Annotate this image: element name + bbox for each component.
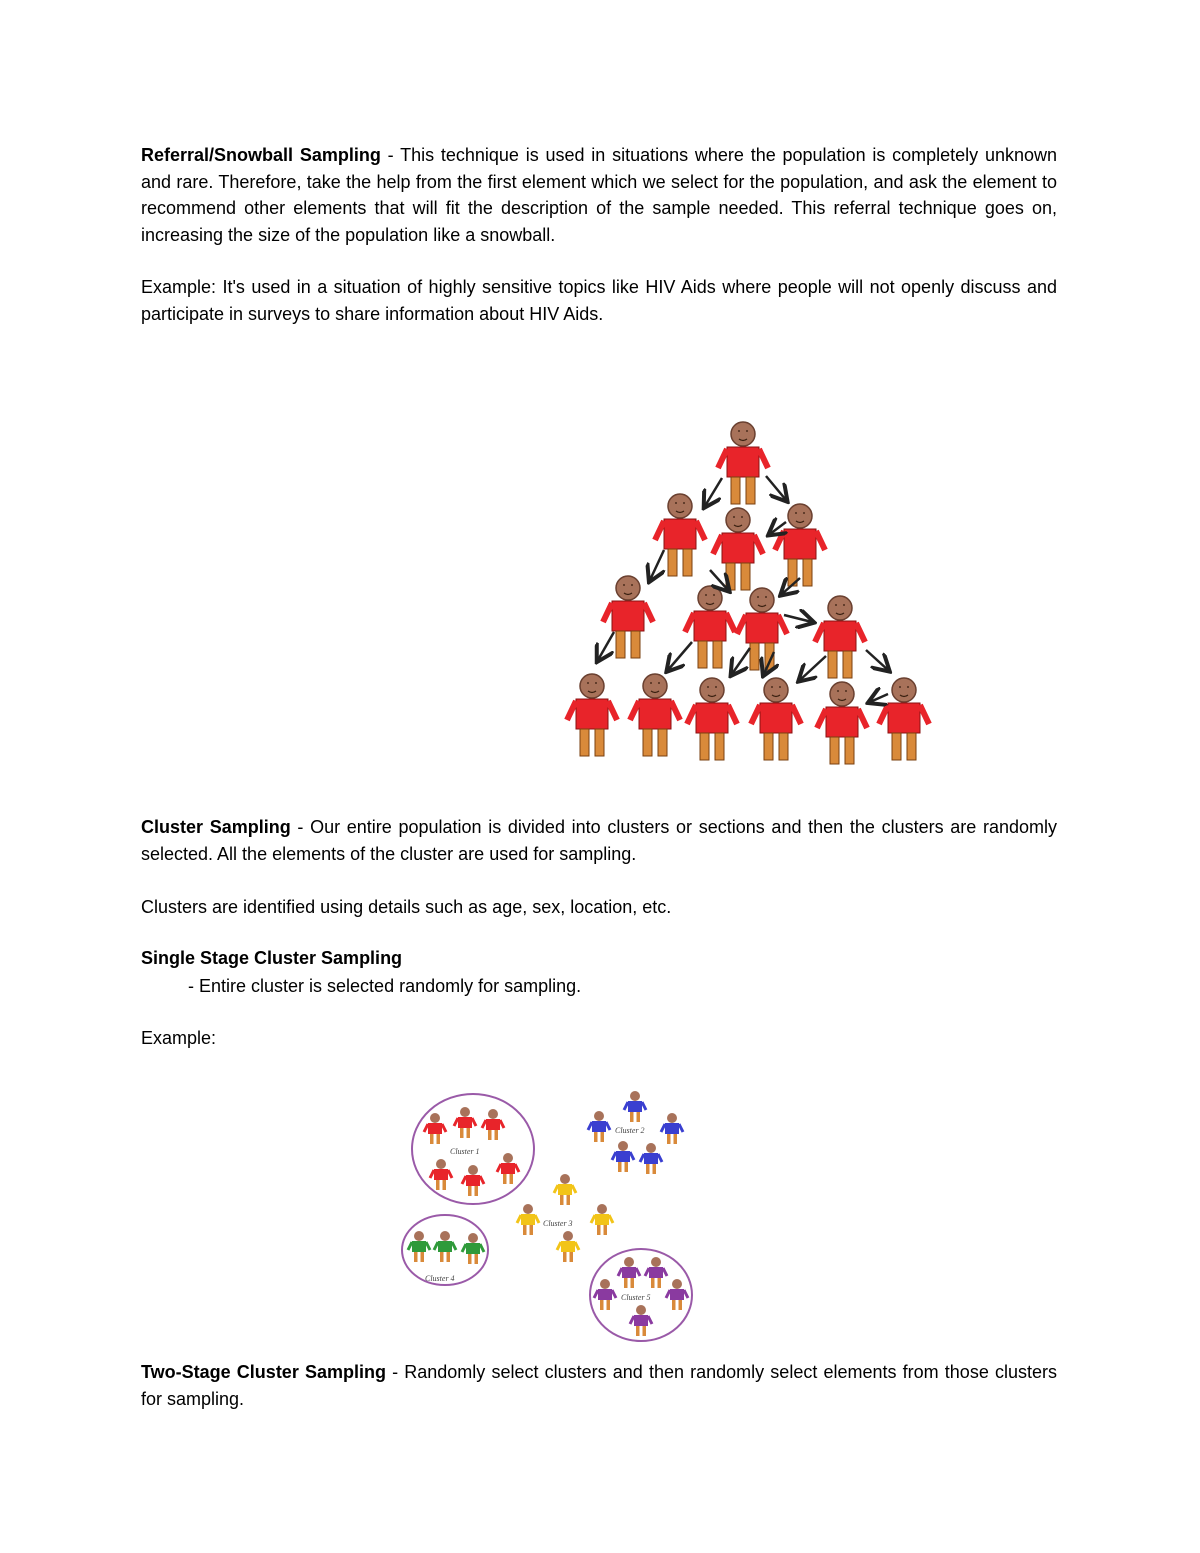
snowball-paragraph	[141, 142, 1057, 248]
cluster-heading: Cluster Sampling	[141, 817, 291, 837]
cluster-3-label: Cluster 3	[543, 1219, 573, 1228]
single-stage-example-label: Example:	[141, 1028, 217, 1048]
cluster-2-label: Cluster 2	[615, 1126, 645, 1135]
cluster-4-label: Cluster 4	[425, 1274, 455, 1283]
cluster-3	[517, 1174, 613, 1262]
single-stage-bullet: - Entire cluster is selected randomly for sampling.	[188, 976, 582, 996]
cluster-5	[590, 1249, 692, 1341]
cluster-text: - Our entire population is divided into clusters or sections and then the clusters are randomly selected. All the elements of the cluster are used for sampling.	[141, 817, 1057, 864]
snowball-heading: Referral/Snowball Sampling	[141, 145, 381, 165]
snowball-figure	[560, 410, 940, 770]
cluster-identified: Clusters are identified using details such as age, sex, location, etc.	[141, 897, 672, 917]
cluster-paragraph	[141, 814, 1057, 867]
two-stage-text: - Randomly select clusters and then randomly select elements from those clusters for sampling.	[141, 1362, 1057, 1409]
cluster-1	[412, 1094, 534, 1204]
cluster-1-label: Cluster 1	[450, 1147, 480, 1156]
cluster-4	[402, 1215, 488, 1285]
snowball-people	[567, 422, 929, 764]
two-stage-paragraph	[141, 1359, 1057, 1412]
snowball-text: - This technique is used in situations where the population is completely unknown and rare. Therefore, take the help from the first element which we select for the population, and ask the element to recommend other elements that will fit the description of the sample needed. This referral technique goes on, increasing the size of the population like a snowball.	[141, 145, 1058, 245]
cluster-2	[588, 1091, 683, 1174]
two-stage-heading: Two-Stage Cluster Sampling	[141, 1362, 386, 1382]
snowball-example: Example: It's used in a situation of highly sensitive topics like HIV Aids where people will not openly discuss and participate in surveys to share information about HIV Aids.	[141, 277, 1057, 324]
single-stage-heading: Single Stage Cluster Sampling	[141, 948, 403, 968]
cluster-figure	[395, 1085, 700, 1345]
cluster-5-label: Cluster 5	[621, 1293, 651, 1302]
